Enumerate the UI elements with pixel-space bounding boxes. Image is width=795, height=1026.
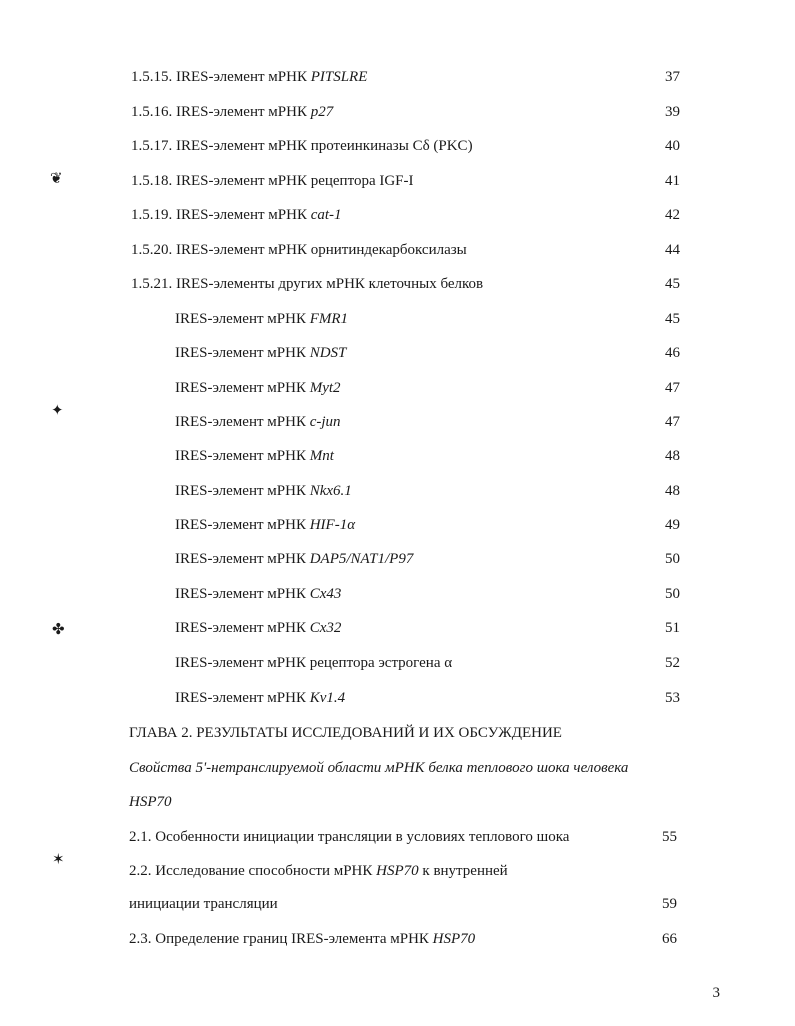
toc-entry bbox=[0, 135, 795, 157]
toc-entry-page: 40 bbox=[665, 138, 680, 154]
toc-subentry-page: 47 bbox=[665, 414, 680, 430]
toc-subentry-label: IRES-элемент мРНК Cx43 bbox=[175, 586, 342, 602]
toc-subentry-page: 50 bbox=[665, 586, 680, 602]
toc-subentry-label: IRES-элемент мРНК Kv1.4 bbox=[175, 690, 346, 706]
toc-entry-label: инициации трансляции bbox=[129, 896, 278, 912]
toc-entry-label: 1.5.21. IRES-элементы других мРНК клеточных белков bbox=[131, 276, 484, 292]
toc-subentry-page: 50 bbox=[665, 551, 680, 567]
toc-subentry bbox=[0, 411, 795, 433]
scan-mark-icon: ❦ bbox=[50, 171, 63, 187]
toc-subentry bbox=[0, 583, 795, 605]
toc-entry-label: 1.5.17. IRES-элемент мРНК протеинкиназы Cδ (PKC) bbox=[131, 138, 473, 154]
toc-subentry bbox=[0, 548, 795, 570]
toc-subentry-label: IRES-элемент мРНК NDST bbox=[175, 345, 347, 361]
toc-entry-page: 39 bbox=[665, 104, 680, 120]
toc-entry-label: 1.5.20. IRES-элемент мРНК орнитиндекарбоксилазы bbox=[131, 242, 467, 258]
toc-subentry bbox=[0, 377, 795, 399]
toc-entry bbox=[0, 204, 795, 226]
chapter-title: ГЛАВА 2. РЕЗУЛЬТАТЫ ИССЛЕДОВАНИЙ И ИХ ОБСУЖДЕНИЕ bbox=[129, 725, 562, 741]
chapter-subtitle-line2: HSP70 bbox=[129, 794, 172, 810]
page-number: 3 bbox=[712, 985, 720, 1001]
toc-entry-label: 1.5.19. IRES-элемент мРНК cat-1 bbox=[131, 207, 342, 223]
toc-entry-page: 41 bbox=[665, 173, 680, 189]
toc-entry bbox=[0, 239, 795, 261]
toc-entry-label: 1.5.18. IRES-элемент мРНК рецептора IGF-I bbox=[131, 173, 414, 189]
toc-subentry-page: 48 bbox=[665, 448, 680, 464]
scan-mark-icon: ✶ bbox=[52, 852, 65, 868]
toc-subentry bbox=[0, 342, 795, 364]
toc-subentry bbox=[0, 308, 795, 330]
toc-subentry-page: 48 bbox=[665, 483, 680, 499]
toc-entry-label: 2.2. Исследование способности мРНК HSP70 к внутренней bbox=[129, 863, 508, 879]
toc-entry-label: 2.1. Особенности инициации трансляции в условиях теплового шока bbox=[129, 829, 570, 845]
toc-subentry-page: 53 bbox=[665, 690, 680, 706]
toc-subentry-label: IRES-элемент мРНК c-jun bbox=[175, 414, 341, 430]
toc-subentry-page: 45 bbox=[665, 311, 680, 327]
toc-subentry-page: 52 bbox=[665, 655, 680, 671]
toc-subentry bbox=[0, 687, 795, 709]
toc-entry-page: 59 bbox=[662, 896, 677, 912]
toc-subentry-page: 49 bbox=[665, 517, 680, 533]
scan-mark-icon: ✦ bbox=[51, 403, 64, 419]
toc-subentry-label: IRES-элемент мРНК Cx32 bbox=[175, 620, 342, 636]
toc-entry-page: 44 bbox=[665, 242, 680, 258]
toc-entry-page: 37 bbox=[665, 69, 680, 85]
toc-subentry-page: 51 bbox=[665, 620, 680, 636]
toc-subentry bbox=[0, 445, 795, 467]
toc-subentry-page: 46 bbox=[665, 345, 680, 361]
toc-subentry-page: 47 bbox=[665, 380, 680, 396]
toc-entry bbox=[0, 826, 795, 848]
toc-subentry-label: IRES-элемент мРНК Mnt bbox=[175, 448, 334, 464]
toc-entry bbox=[0, 101, 795, 123]
toc-entry-page: 45 bbox=[665, 276, 680, 292]
toc-subentry bbox=[0, 480, 795, 502]
toc-entry bbox=[0, 273, 795, 295]
toc-entry-page: 55 bbox=[662, 829, 677, 845]
toc-entry-label: 1.5.15. IRES-элемент мРНК PITSLRE bbox=[131, 69, 368, 85]
toc-entry bbox=[0, 860, 795, 882]
toc-subentry bbox=[0, 652, 795, 674]
toc-subentry-label: IRES-элемент мРНК FMR1 bbox=[175, 311, 349, 327]
toc-subentry-label: IRES-элемент мРНК рецептора эстрогена α bbox=[175, 655, 453, 671]
toc-subentry-label: IRES-элемент мРНК DAP5/NAT1/P97 bbox=[175, 551, 414, 567]
toc-subentry bbox=[0, 617, 795, 639]
toc-entry bbox=[0, 66, 795, 88]
toc-entry-continuation bbox=[0, 893, 795, 915]
toc-entry bbox=[0, 170, 795, 192]
toc-entry-label: 1.5.16. IRES-элемент мРНК p27 bbox=[131, 104, 334, 120]
toc-subentry-label: IRES-элемент мРНК Nkx6.1 bbox=[175, 483, 352, 499]
toc-entry-label: 2.3. Определение границ IRES-элемента мРНК HSP70 bbox=[129, 931, 476, 947]
toc-subentry-label: IRES-элемент мРНК HIF-1α bbox=[175, 517, 356, 533]
toc-entry bbox=[0, 928, 795, 950]
toc-entry-page: 42 bbox=[665, 207, 680, 223]
toc-subentry-label: IRES-элемент мРНК Myt2 bbox=[175, 380, 341, 396]
toc-subentry bbox=[0, 514, 795, 536]
toc-entry-page: 66 bbox=[662, 931, 677, 947]
scan-mark-icon: ✤ bbox=[52, 622, 65, 638]
chapter-subtitle-line1: Свойства 5'-нетранслируемой области мРНК белка теплового шока человека bbox=[129, 760, 629, 776]
